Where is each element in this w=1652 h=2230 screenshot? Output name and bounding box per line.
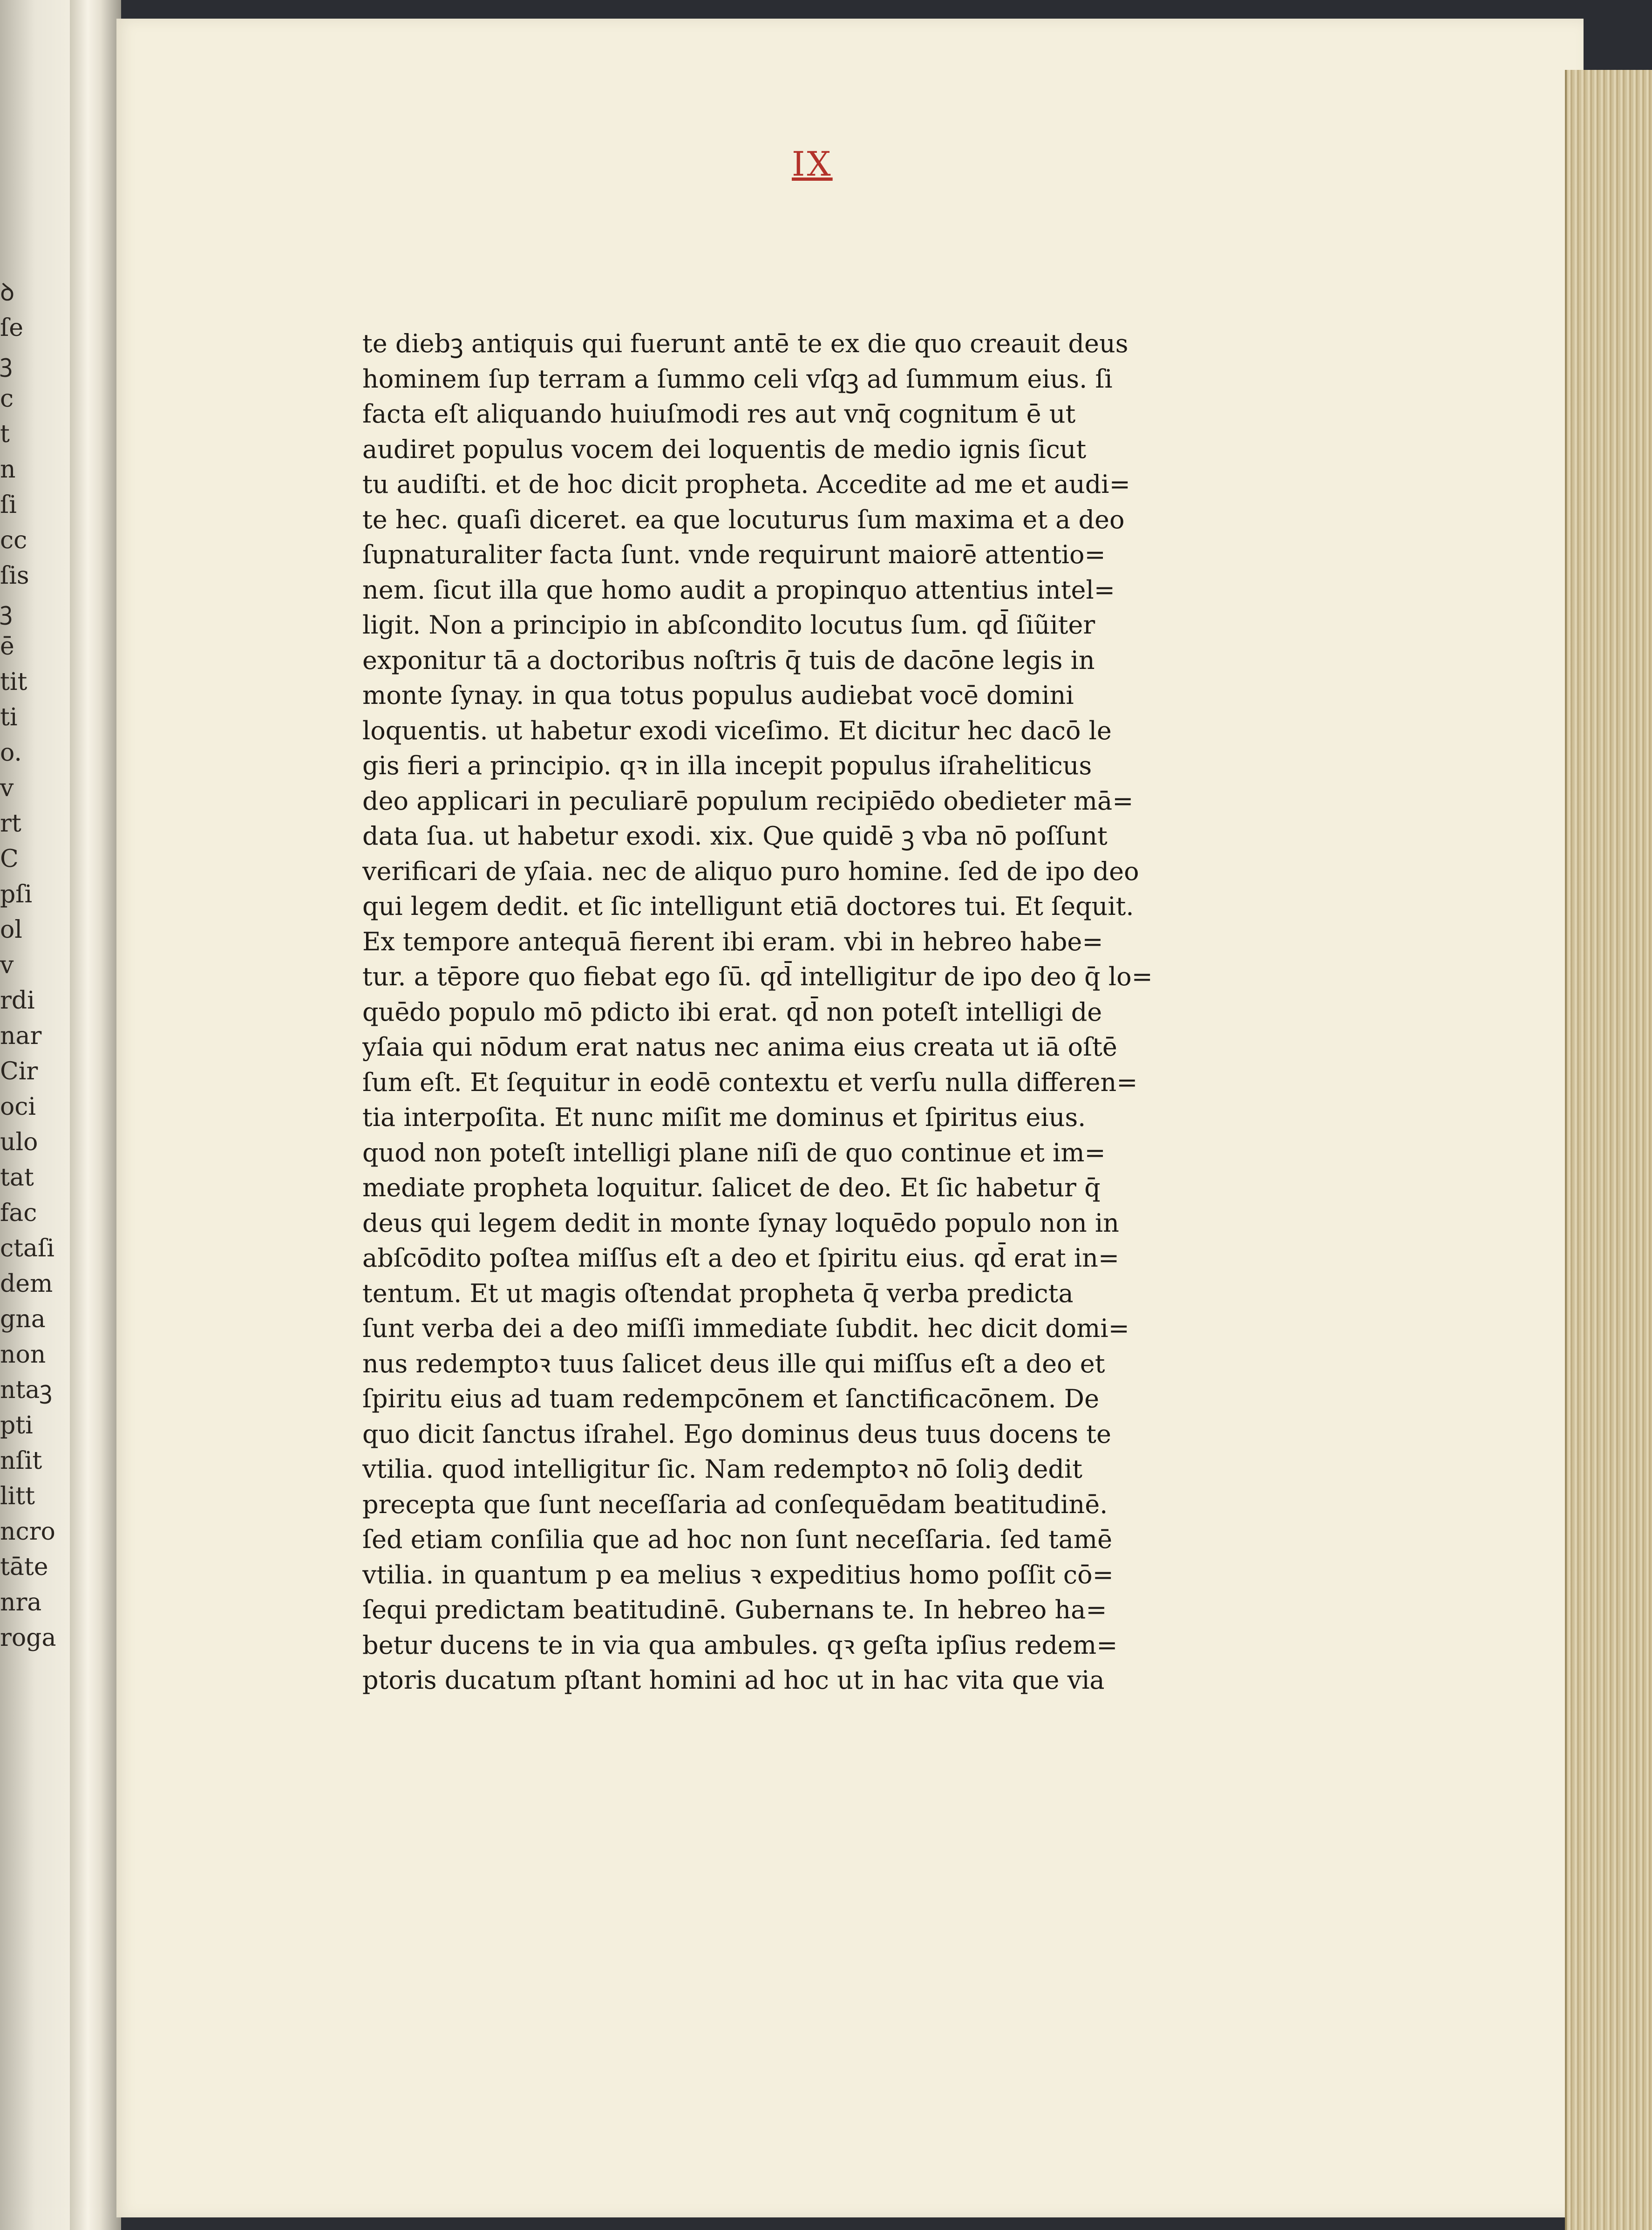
left-page-fragment: c — [0, 385, 14, 413]
text-line: gis fieri a principio. qꝛ in illa incepit populus iſraheliticus — [362, 751, 1092, 780]
left-page-fragment: ti — [0, 703, 18, 731]
left-page-text-fragments — [0, 275, 70, 1656]
text-line: vtilia. in quantum p ea melius ꝛ expeditius homo poſſit cō= — [362, 1560, 1114, 1589]
text-line: abſcōdito poſtea miſſus eſt a deo et ſpiritu eius. qd̄ erat in= — [362, 1243, 1120, 1273]
left-page-fragment: ctaſi — [0, 1234, 54, 1262]
text-line: deus qui legem dedit in monte ſynay loquēdo populo non in — [362, 1208, 1119, 1238]
text-line: ſupnaturaliter facta ſunt. vnde requirunt maiorē attentio= — [362, 540, 1106, 569]
left-page-fragment: Cir — [0, 1057, 38, 1085]
text-line: tentum. Et ut magis oſtendat propheta q̄ verba predicta — [362, 1278, 1074, 1308]
left-page-fragment: ꝫ — [0, 597, 13, 625]
text-line: hominem ſup terram a ſummo celi vſqꝫ ad ſummum eius. ſi — [362, 364, 1113, 394]
left-page-fragment: ꝺ — [0, 279, 15, 307]
text-line: deo applicari in peculiarē populum recipiēdo obedieter mā= — [362, 786, 1134, 816]
text-line: quēdo populo mō pdicto ibi erat. qd̄ non poteſt intelligi de — [362, 997, 1102, 1027]
left-page-fragment: ē — [0, 633, 14, 661]
left-page-fragment: ꝫ — [0, 349, 13, 377]
text-line: tia interpoſita. Et nunc miſit me dominus et ſpiritus eius. — [362, 1103, 1086, 1132]
text-line: ptoris ducatum pſtant homini ad hoc ut in hac vita que via — [362, 1665, 1105, 1695]
text-line: te hec. quaſi diceret. ea que locuturus ſum maxima et a deo — [362, 505, 1125, 534]
book-gutter — [70, 0, 121, 2230]
left-page-fragment: ulo — [0, 1128, 38, 1156]
text-line: vtilia. quod intelligitur ſic. Nam redemptoꝛ nō ſoliꝫ dedit — [362, 1454, 1082, 1484]
left-page-fragment: pſi — [0, 880, 33, 908]
text-line: ſequi predictam beatitudinē. Gubernans te. In hebreo ha= — [362, 1595, 1107, 1624]
left-page-fragment: ſi — [0, 491, 17, 519]
left-page-fragment: rdi — [0, 987, 35, 1015]
left-page-fragment: cc — [0, 526, 27, 554]
left-page-fragment: litt — [0, 1482, 35, 1510]
text-line: facta eſt aliquando huiuſmodi res aut vnq̄ cognitum ē ut — [362, 399, 1076, 429]
left-page-fragment: oci — [0, 1093, 36, 1121]
text-line: ſpiritu eius ad tuam redempcōnem et ſanctificacōnem. De — [362, 1384, 1100, 1413]
left-page-fragment: n — [0, 456, 16, 484]
left-page-fragment: v — [0, 951, 14, 979]
left-page-fragment: pti — [0, 1412, 33, 1439]
main-text-block — [362, 326, 1224, 1698]
text-line: precepta que ſunt neceſſaria ad conſequēdam beatitudinē. — [362, 1489, 1108, 1519]
text-line: tur. a tēpore quo fiebat ego ſū. qd̄ intelligitur de ipo deo q̄ lo= — [362, 962, 1153, 991]
text-line: ſunt verba dei a deo miſſi immediate ſubdit. hec dicit domi= — [362, 1314, 1129, 1343]
left-page-fragment: v — [0, 774, 14, 802]
text-line: nem. ſicut illa que homo audit a propinquo attentius intel= — [362, 575, 1115, 605]
text-line: yſaia qui nōdum erat natus nec anima eius creata ut iā oſtē — [362, 1032, 1117, 1062]
text-line: monte ſynay. in qua totus populus audiebat vocē domini — [362, 681, 1074, 710]
text-line: mediate propheta loquitur. ſalicet de deo. Et ſic habetur q̄ — [362, 1173, 1101, 1202]
left-page-fragment: fac — [0, 1199, 37, 1227]
text-line: exponitur tā a doctoribus noſtris q̄ tuis de dacōne legis in — [362, 645, 1095, 675]
text-line: ligit. Non a principio in abſcondito locutus ſum. qd̄ ſiũiter — [362, 610, 1095, 640]
left-page-fragment: t — [0, 420, 10, 448]
left-page-fragment: o. — [0, 739, 22, 767]
left-page-fragment: ntaꝫ — [0, 1376, 52, 1404]
text-line: verificari de yſaia. nec de aliquo puro homine. ſed de ipo deo — [362, 856, 1139, 886]
text-line: ſed etiam conſilia que ad hoc non ſunt neceſſaria. ſed tamē — [362, 1525, 1113, 1554]
text-line: loquentis. ut habetur exodi viceſimo. Et dicitur hec dacō le — [362, 716, 1112, 745]
left-page-fragment: ſe — [0, 314, 24, 342]
left-page-fragment: roga — [0, 1624, 56, 1652]
left-page-fragment: dem — [0, 1270, 53, 1298]
left-page-fragment: rt — [0, 810, 21, 838]
left-page-fragment: non — [0, 1341, 46, 1369]
left-page-fragment: nra — [0, 1589, 42, 1616]
text-line: te diebꝫ antiquis qui fuerunt antē te ex die quo creauit deus — [362, 329, 1129, 358]
page-edges — [1565, 70, 1652, 2230]
text-line: ſum eſt. Et ſequitur in eodē contextu et verſu nulla differen= — [362, 1067, 1138, 1097]
text-line: nus redemptoꝛ tuus ſalicet deus ille qui miſſus eſt a deo et — [362, 1349, 1105, 1378]
text-line: Ex tempore antequā fierent ibi eram. vbi in hebreo habe= — [362, 927, 1103, 956]
left-page-fragment: nar — [0, 1022, 42, 1050]
text-line: quod non poteſt intelligi plane niſi de quo continue et im= — [362, 1138, 1106, 1167]
left-page-fragment: C — [0, 845, 19, 873]
text-line: tu audiſti. et de hoc dicit propheta. Accedite ad me et audi= — [362, 470, 1130, 499]
left-page-fragment: ſis — [0, 562, 29, 590]
text-line: quo dicit ſanctus iſrahel. Ego dominus deus tuus docens te — [362, 1419, 1111, 1449]
text-line: qui legem dedit. et ſic intelligunt etiā doctores tui. Et ſequit. — [362, 892, 1134, 921]
left-page-fragment: ol — [0, 916, 22, 944]
text-line: betur ducens te in via qua ambules. qꝛ geſta ipſius redem= — [362, 1630, 1118, 1660]
left-page-fragment: ncro — [0, 1518, 55, 1546]
folio-number: IX — [792, 144, 833, 184]
left-page-fragment: nſit — [0, 1447, 42, 1475]
left-page-fragment: gna — [0, 1305, 46, 1333]
left-page-fragment: tāte — [0, 1553, 48, 1581]
left-page-fragment: tat — [0, 1164, 34, 1192]
text-line: audiret populus vocem dei loquentis de medio ignis ſicut — [362, 434, 1087, 464]
text-line: data ſua. ut habetur exodi. xix. Que quidē ꝫ vba nō poſſunt — [362, 821, 1108, 851]
left-page-fragment: tit — [0, 668, 27, 696]
